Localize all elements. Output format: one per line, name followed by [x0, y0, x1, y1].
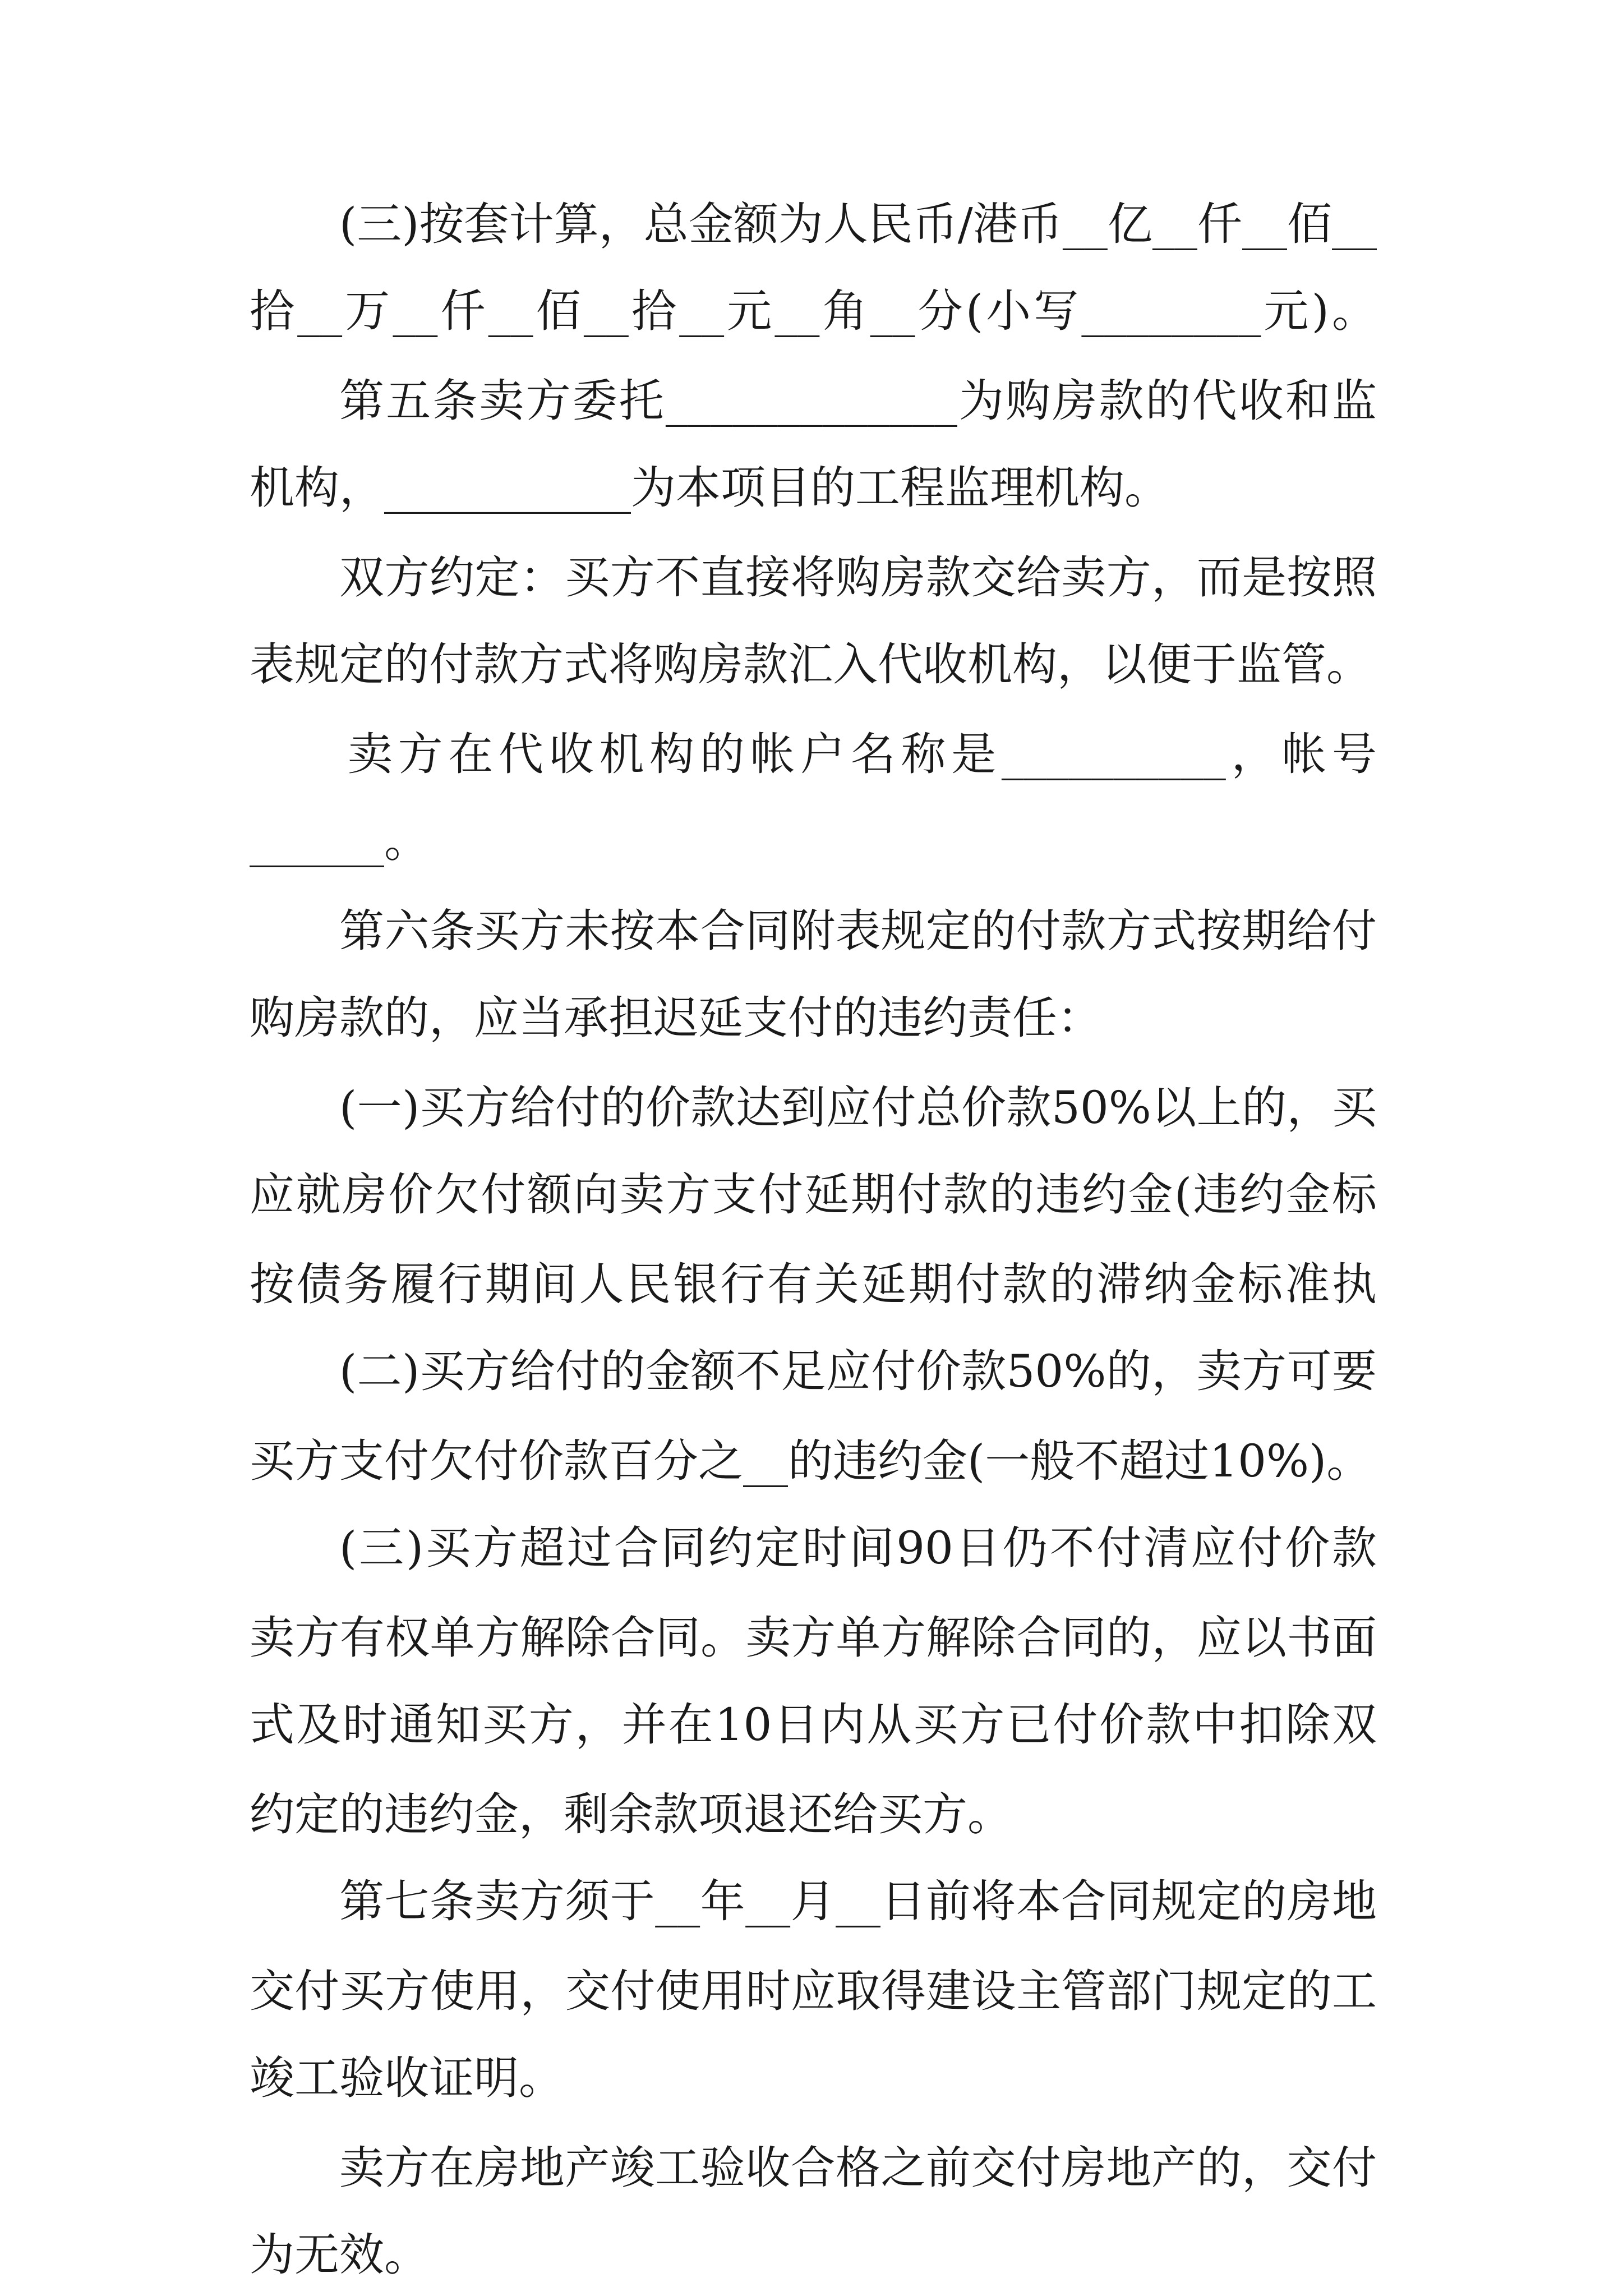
text-line: 卖方在房地产竣工验收合格之前交付房地产的，交付 — [339, 2142, 1377, 2194]
text-line: ______。 — [250, 815, 429, 867]
text-line: 交付买方使用，交付使用时应取得建设主管部门规定的工 — [250, 1965, 1377, 2017]
text-line: (二)买方给付的金额不足应付价款50%的，卖方可要 — [339, 1345, 1377, 1397]
text-line: 买方支付欠付价款百分之__的违约金(一般不超过10%)。 — [250, 1435, 1372, 1487]
text-line: 为无效。 — [250, 2229, 429, 2281]
text-line: 卖方有权单方解除合同。卖方单方解除合同的，应以书面 — [250, 1612, 1377, 1664]
text-line: 卖方在代收机构的帐户名称是__________，帐号 — [348, 728, 1377, 780]
text-line: (三)买方超过合同约定时间90日仍不付清应付价款 — [339, 1522, 1377, 1574]
text-line: 按债务履行期间人民银行有关延期付款的滞纳金标准执 — [250, 1258, 1377, 1310]
text-line: 双方约定：买方不直接将购房款交给卖方，而是按照 — [339, 551, 1377, 604]
text-line: 第七条卖方须于__年__月__日前将本合同规定的房地 — [339, 1875, 1377, 1927]
text-line: (一)买方给付的价款达到应付总价款50%以上的，买 — [339, 1082, 1377, 1134]
text-line: 第六条买方未按本合同附表规定的付款方式按期给付 — [339, 905, 1377, 957]
text-line: 拾__万__仟__佰__拾__元__角__分(小写________元)。 — [250, 285, 1377, 337]
text-line: 竣工验收证明。 — [250, 2052, 564, 2104]
text-line: 第五条卖方委托_____________为购房款的代收和监 — [339, 375, 1377, 427]
text-line: 约定的违约金，剩余款项退还给买方。 — [250, 1788, 1012, 1841]
text-line: 式及时通知买方，并在10日内从买方已付价款中扣除双 — [250, 1699, 1377, 1751]
text-line: (三)按套计算，总金额为人民币/港币__亿__仟__佰__ — [339, 198, 1377, 250]
text-line: 购房款的，应当承担迟延支付的违约责任： — [250, 992, 1102, 1044]
text-line: 机构，___________为本项目的工程监理机构。 — [250, 462, 1169, 514]
text-line: 应就房价欠付额向卖方支付延期付款的违约金(违约金标 — [250, 1168, 1377, 1221]
text-line: 表规定的付款方式将购房款汇入代收机构，以便于监管。 — [250, 638, 1371, 691]
